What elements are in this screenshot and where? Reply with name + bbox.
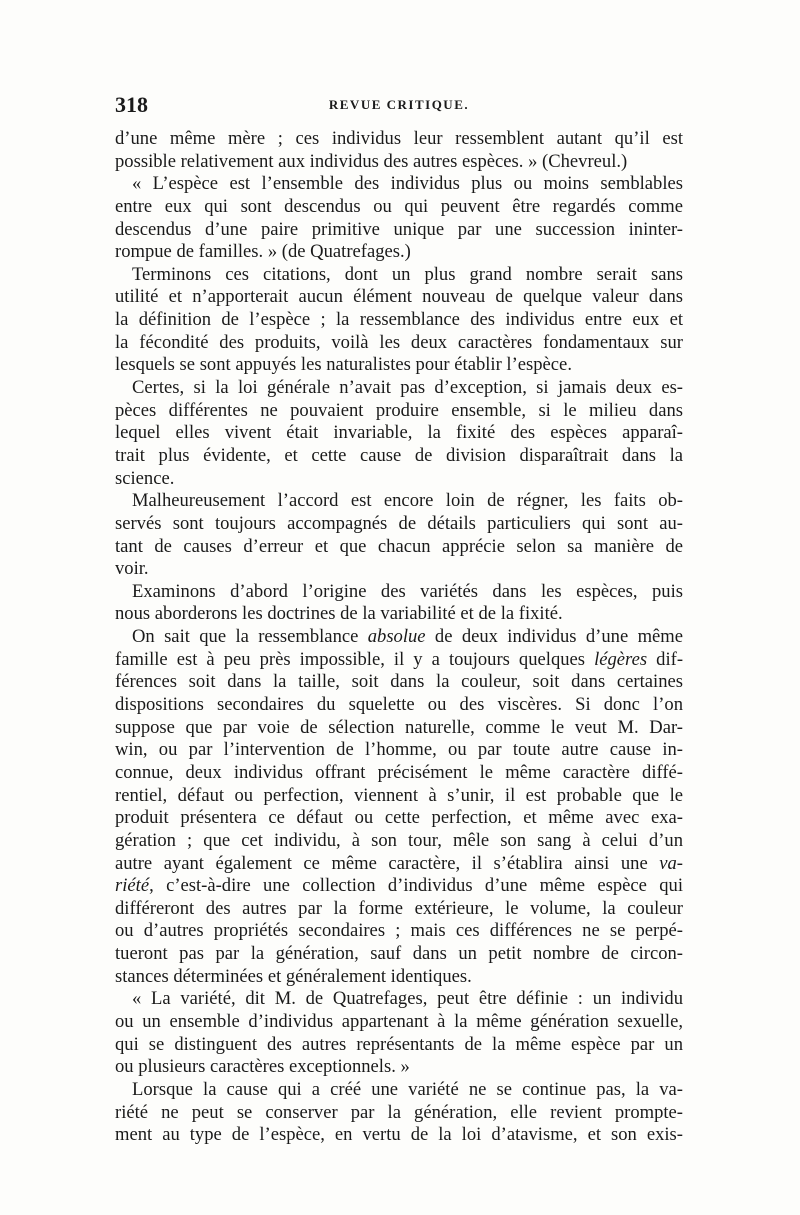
text-line	[115, 219, 683, 242]
page-header	[115, 92, 683, 122]
text-line	[115, 309, 683, 332]
text-segment: Lorsque la cause qui a créé une variété ne se continue pas, la va-	[132, 1078, 683, 1100]
text-segment: voir.	[115, 558, 149, 580]
text-line	[115, 807, 683, 830]
text-segment: produit présentera ce défaut ou cette perfection, et même avec exa-	[115, 807, 683, 829]
text-segment: « L’espèce est l’ensemble des individus plus ou moins semblables	[132, 173, 683, 195]
text-line	[115, 536, 683, 559]
text-segment: la définition de l’espèce ; la ressemblance des individus entre eux et	[115, 309, 683, 331]
text-line	[115, 400, 683, 423]
text-line	[115, 920, 683, 943]
text-line	[115, 422, 683, 445]
text-segment: « La variété, dit M. de Quatrefages, peut être définie : un individu	[132, 988, 683, 1010]
text-segment: Malheureusement l’accord est encore loin de régner, les faits ob-	[132, 490, 683, 512]
text-segment: stances déterminées et généralement identiques.	[115, 965, 472, 987]
text-segment: entre eux qui sont descendus ou qui peuvent être regardés comme	[115, 195, 683, 217]
text-segment: pèces différentes ne pouvaient produire ensemble, si le milieu dans	[115, 399, 683, 421]
text-line	[115, 649, 683, 672]
text-line	[115, 739, 683, 762]
text-segment: win, ou par l’intervention de l’homme, ou par toute autre cause in-	[115, 739, 683, 761]
text-segment: riété ne peut se conserver par la génération, elle revient prompte-	[115, 1101, 683, 1123]
text-segment: descendus d’une paire primitive unique par une succession ininter-	[115, 218, 683, 240]
text-segment: , c’est-à-dire une collection d’individus d’une même espèce qui	[149, 875, 683, 897]
text-line	[115, 1056, 683, 1079]
text-line	[115, 286, 683, 309]
text-segment: ou d’autres propriétés secondaires ; mais ces différences ne se perpé-	[115, 920, 683, 942]
text-segment: trait plus évidente, et cette cause de division disparaîtrait dans la	[115, 444, 683, 466]
text-segment: qui se distinguent des autres représentants de la même espèce par un	[115, 1033, 683, 1055]
text-line	[115, 1034, 683, 1057]
body-text	[115, 128, 683, 1147]
text-segment: science.	[115, 467, 175, 489]
text-segment: lequel elles vivent était invariable, la fixité des espèces apparaî-	[115, 422, 683, 444]
text-line	[115, 671, 683, 694]
text-segment: ou plusieurs caractères exceptionnels. »	[115, 1056, 410, 1078]
text-line	[115, 354, 683, 377]
text-segment: rentiel, défaut ou perfection, viennent à s’unir, il est probable que le	[115, 784, 683, 806]
text-line	[115, 241, 683, 264]
text-line	[115, 853, 683, 876]
text-segment: famille est à peu près impossible, il y a toujours quelques	[115, 648, 595, 670]
text-line	[115, 762, 683, 785]
running-title: REVUE CRITIQUE.	[328, 97, 470, 112]
text-segment: rompue de familles. » (de Quatrefages.)	[115, 241, 411, 263]
text-segment: d’une même mère ; ces individus leur ressemblent autant qu’il est	[115, 128, 683, 149]
text-line	[115, 626, 683, 649]
text-segment: Certes, si la loi générale n’avait pas d’exception, si jamais deux es-	[132, 377, 683, 399]
text-segment: servés sont toujours accompagnés de détails particuliers qui sont au-	[115, 512, 683, 534]
text-line	[115, 830, 683, 853]
text-segment: Examinons d’abord l’origine des variétés dans les espèces, puis	[132, 580, 683, 602]
text-segment: dispositions secondaires du squelette ou des viscères. Si donc l’on	[115, 694, 683, 716]
text-segment: nous aborderons les doctrines de la variabilité et de la fixité.	[115, 603, 563, 625]
text-line	[115, 196, 683, 219]
text-line	[115, 173, 683, 196]
text-segment: possible relativement aux individus des autres espèces. » (Chevreul.)	[115, 150, 628, 172]
text-line	[115, 694, 683, 717]
text-line	[115, 264, 683, 287]
text-segment: Terminons ces citations, dont un plus grand nombre serait sans	[132, 263, 683, 285]
text-line	[115, 898, 683, 921]
text-line	[115, 603, 683, 626]
text-segment: utilité et n’apporterait aucun élément nouveau de quelque valeur dans	[115, 286, 683, 308]
text-line	[115, 1079, 683, 1102]
text-line	[115, 513, 683, 536]
text-line	[115, 581, 683, 604]
text-line	[115, 785, 683, 808]
text-line	[115, 1124, 683, 1147]
text-line	[115, 490, 683, 513]
text-segment: On sait que la ressemblance	[132, 626, 368, 648]
text-segment: tant de causes d’erreur et que chacun apprécie selon sa manière de	[115, 535, 683, 557]
text-line	[115, 717, 683, 740]
text-line	[115, 558, 683, 581]
text-line	[115, 332, 683, 355]
text-line	[115, 128, 683, 151]
italic-text: riété	[115, 875, 150, 897]
text-line	[115, 1102, 683, 1125]
text-segment: lesquels se sont appuyés les naturalistes pour établir l’espèce.	[115, 354, 572, 376]
text-line	[115, 988, 683, 1011]
text-line	[115, 943, 683, 966]
italic-text: légères	[594, 648, 648, 670]
text-segment: ment au type de l’espèce, en vertu de la loi d’atavisme, et son exis-	[115, 1124, 683, 1146]
page-number: 318	[115, 92, 148, 117]
text-segment: gération ; que cet individu, à son tour, mêle son sang à celui d’un	[115, 829, 683, 851]
text-line	[115, 875, 683, 898]
text-line	[115, 468, 683, 491]
text-segment: autre ayant également ce même caractère, il s’établira ainsi une	[115, 852, 660, 874]
italic-text: va-	[659, 852, 683, 874]
text-segment: suppose que par voie de sélection naturelle, comme le veut M. Dar-	[115, 716, 683, 738]
text-segment: férences soit dans la taille, soit dans la couleur, soit dans certaines	[115, 671, 683, 693]
text-segment: connue, deux individus offrant précisément le même caractère diffé-	[115, 761, 683, 783]
text-segment: différeront des autres par la forme extérieure, le volume, la couleur	[115, 897, 683, 919]
text-line	[115, 377, 683, 400]
text-segment: de deux individus d’une même	[425, 626, 683, 648]
text-segment: dif-	[647, 648, 684, 670]
text-line	[115, 151, 683, 174]
text-line	[115, 966, 683, 989]
text-segment: tueront pas par la génération, sauf dans un petit nombre de circon-	[115, 943, 683, 965]
text-line	[115, 1011, 683, 1034]
text-segment: la fécondité des produits, voilà les deux caractères fondamentaux sur	[115, 331, 683, 353]
italic-text: absolue	[367, 626, 426, 648]
text-segment: ou un ensemble d’individus appartenant à la même génération sexuelle,	[115, 1010, 683, 1032]
text-line	[115, 445, 683, 468]
